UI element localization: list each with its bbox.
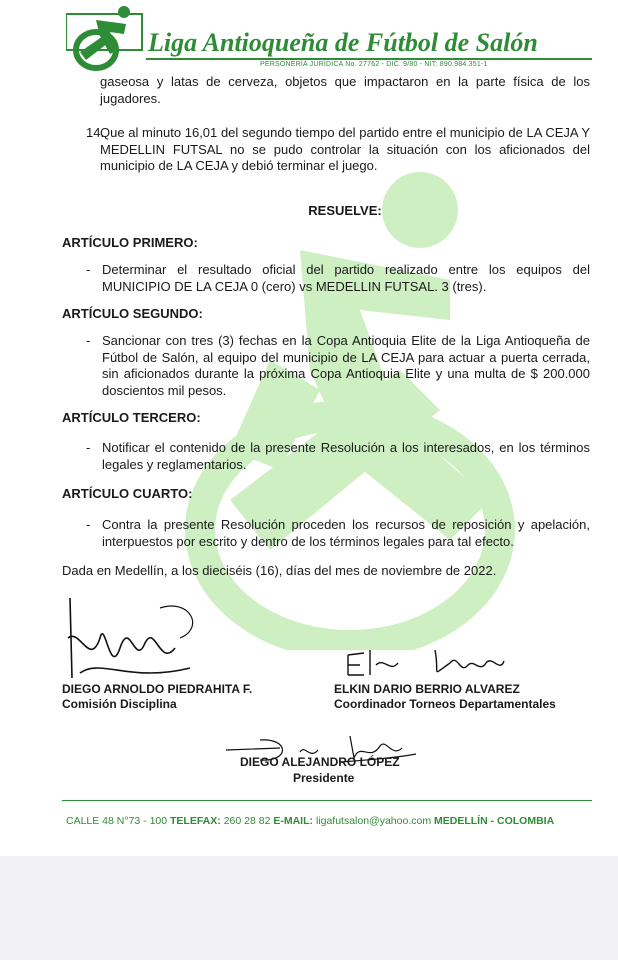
signer-center-name: DIEGO ALEJANDRO LÓPEZ [240,755,400,769]
article-4-text: Contra la presente Resolución proceden los recursos de reposición y apelación, interpuestos por escrito y dentro de los términos legales para tal efecto. [102,517,590,549]
article-3-bullet: - [86,440,91,455]
footer-contact [66,815,554,827]
article-1-text: Determinar el resultado oficial del partido realizado entre los equipos del MUNICIPIO DE LA CEJA 0 (cero) vs MEDELLIN FUTSAL. 3 (tres). [102,262,590,294]
signer-center-role: Presidente [293,771,355,785]
footer-divider [62,800,592,801]
footer-city: MEDELLÍN - COLOMBIA [434,815,555,827]
legal-id: PERSONERÍA JURÍDICA No. 27762 - DIC. 9/80 - NIT: 890.984.351-1 [260,61,488,68]
article-3-title: ARTÍCULO TERCERO: [62,410,201,425]
article-2-text: Sancionar con tres (3) fechas en la Copa Antioquia Elite de la Liga Antioqueña de Fútbol de Salón, al equipo del municipio de LA CEJA para actuar a puerta cerrada, sin aficionados durante la próxima Copa Antioquia Elite y una multa de $ 200.000 doscientos mil pesos. [102,333,590,398]
signature-right-icon [340,645,510,685]
article-4-title: ARTÍCULO CUARTO: [62,486,193,501]
footer-tel-label: TELEFAX: [170,815,221,827]
article-2-title: ARTÍCULO SEGUNDO: [62,306,203,321]
article-1-bullet: - [86,262,91,277]
article-4-bullet: - [86,517,91,532]
article-1-title: ARTÍCULO PRIMERO: [62,235,198,250]
org-name: Liga Antioqueña de Fútbol de Salón [148,28,538,57]
item-number: 14. [86,125,105,140]
item-14-text: Que al minuto 16,01 del segundo tiempo del partido entre el municipio de LA CEJA Y MEDELLIN FUTSAL no se pudo controlar la situación con los aficionados del municipio de LA CEJA y debió terminar el juego. [100,125,590,173]
league-logo-icon [66,6,144,72]
article-2-bullet: - [86,333,91,348]
signer-left-name: DIEGO ARNOLDO PIEDRAHITA F. [62,682,253,696]
footer-email-label: E-MAIL: [273,815,314,827]
paragraph-continued: gaseosa y latas de cerveza, objetos que impactaron en la parte física de los jugadores. [100,74,590,106]
footer-email: ligafutsalon@yahoo.com [315,815,432,827]
signer-right-name: ELKIN DARIO BERRIO ALVAREZ [334,682,520,696]
footer-tel: 260 28 82 [223,815,271,827]
resuelve-heading: RESUELVE: [308,203,382,218]
article-3-text: Notificar el contenido de la presente Resolución a los interesados, en los términos legales y reglamentarios. [102,440,590,472]
signer-right-role: Coordinador Torneos Departamentales [334,697,556,711]
date-statement: Dada en Medellín, a los dieciséis (16), días del mes de noviembre de 2022. [62,563,497,578]
header-divider [146,58,592,60]
footer-address: CALLE 48 N°73 - 100 [66,815,168,827]
signer-left-role: Comisión Disciplina [62,697,177,711]
